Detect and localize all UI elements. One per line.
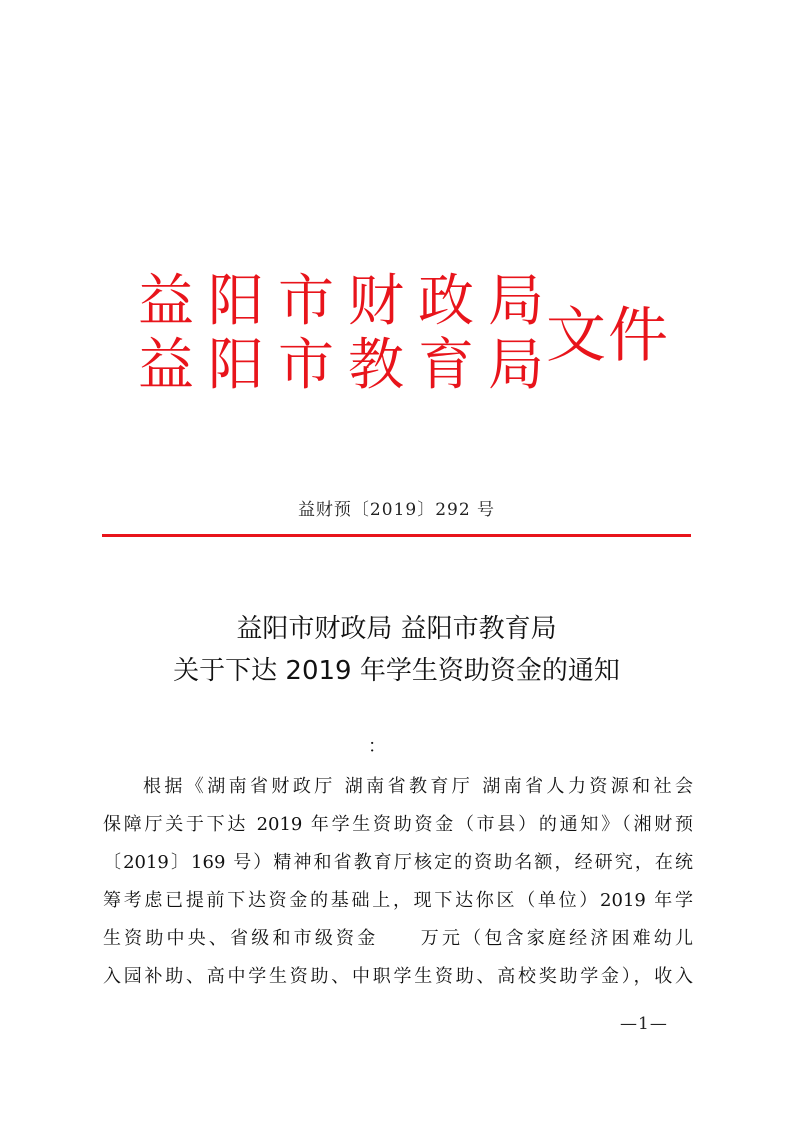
masthead-issuer-education: 益阳市教育局 [138, 333, 558, 398]
body-line: 根据《湖南省财政厅 湖南省教育厅 湖南省人力资源和社会 [143, 776, 693, 797]
body-line: 入园补助、高中学生资助、中职学生资助、高校奖助学金），收入 [103, 966, 693, 987]
title-line-subject: 关于下达 2019 年学生资助资金的通知 [173, 656, 620, 686]
body-paragraph [103, 768, 693, 996]
red-divider-line [102, 534, 691, 537]
masthead-suffix: 文件 [546, 301, 670, 371]
page-number: —1— [620, 1014, 668, 1034]
body-line: 〔2019〕169 号）精神和省教育厅核定的资助名额，经研究，在统 [103, 852, 693, 873]
masthead-issuer-finance: 益阳市财政局 [138, 269, 558, 334]
body-line: 生资助中央、省级和市级资金 万元（包含家庭经济困难幼儿 [103, 928, 693, 949]
document-number: 益财预〔2019〕292 号 [297, 500, 496, 520]
document-title [0, 608, 793, 692]
body-line: 筹考虑已提前下达资金的基础上，现下达你区（单位）2019 年学 [103, 890, 693, 911]
title-line-issuers: 益阳市财政局 益阳市教育局 [236, 614, 557, 644]
body-line: 保障厅关于下达 2019 年学生资助资金（市县）的通知》（湘财预 [103, 814, 693, 835]
masthead-issuers [138, 270, 558, 398]
red-masthead [138, 270, 678, 420]
addressee: ： [368, 736, 386, 757]
